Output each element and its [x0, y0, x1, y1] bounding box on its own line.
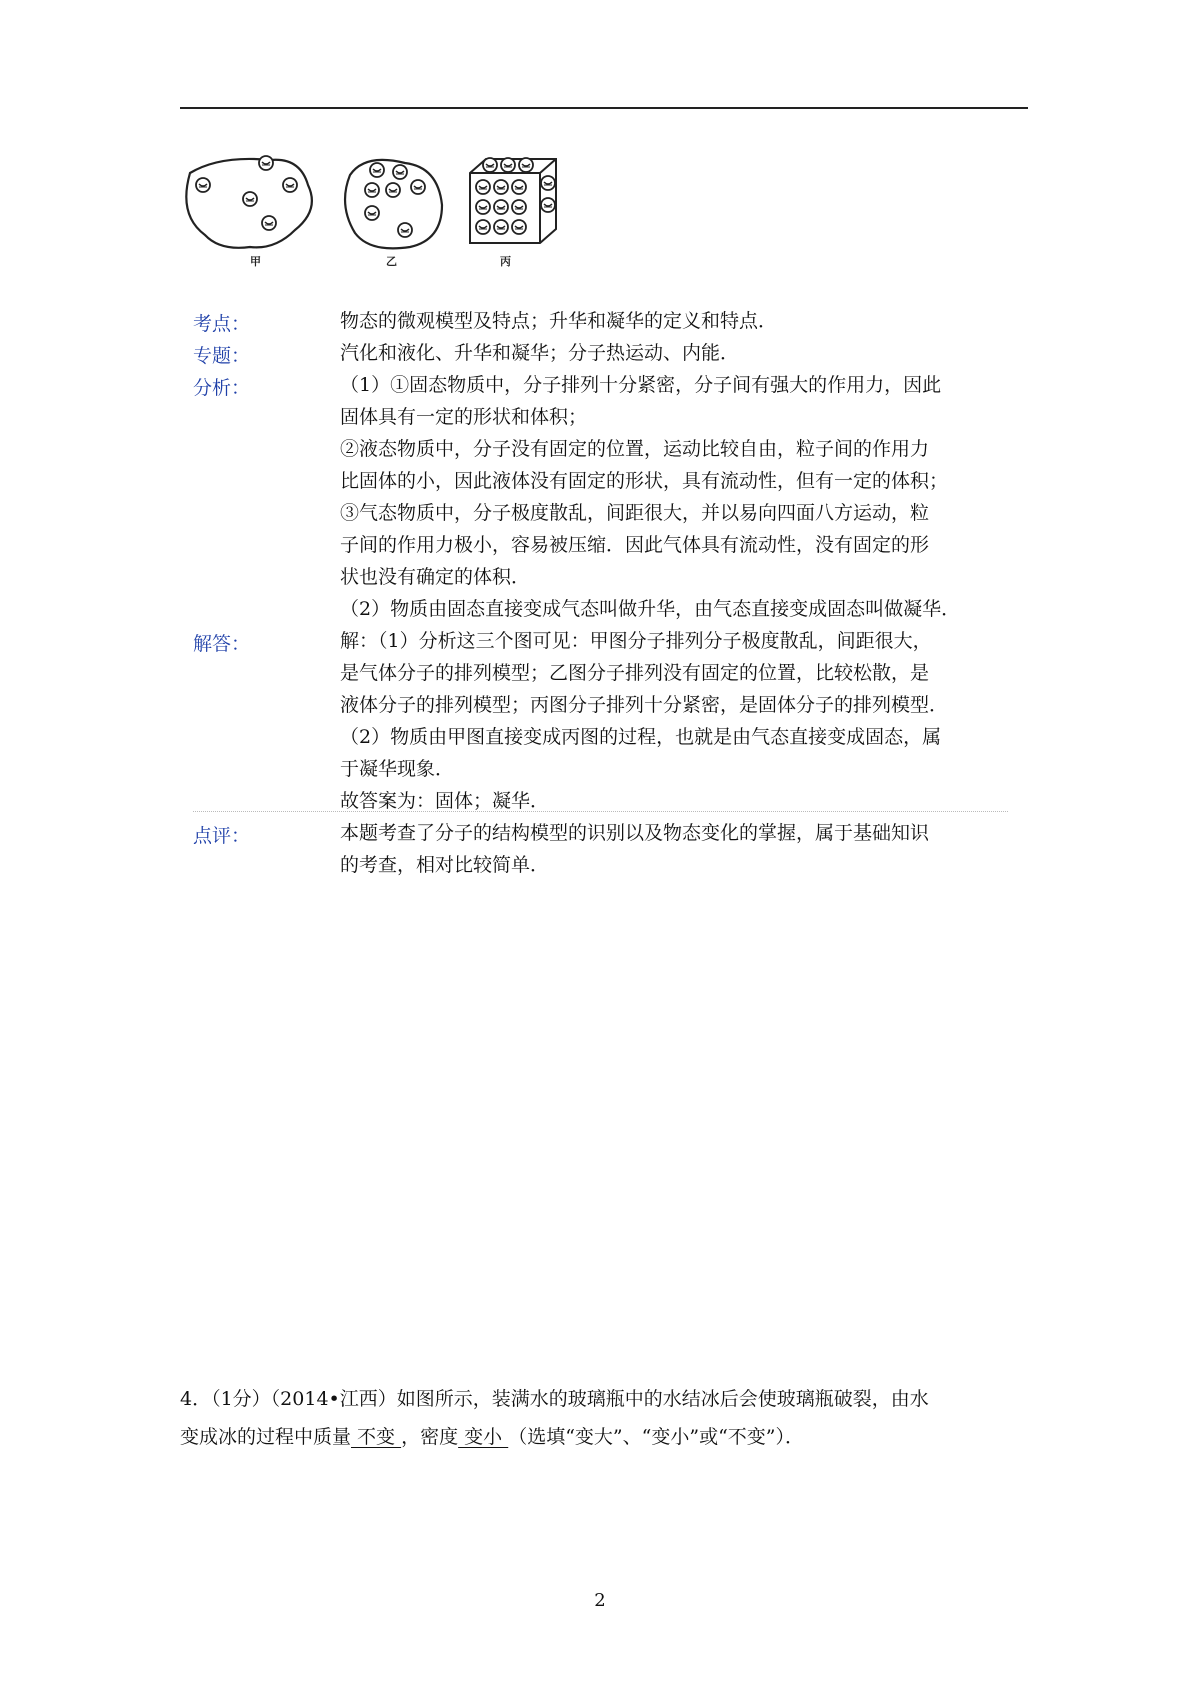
dianping-line: 的考查，相对比较简单． — [340, 854, 550, 876]
question-4-line-1: 4．（1分）（2014•江西）如图所示，装满水的玻璃瓶中的水结冰后会使玻璃瓶破裂，由水 — [180, 1388, 929, 1410]
fenxi-line: 状也没有确定的体积． — [340, 566, 531, 588]
figure-label-yi: 乙 — [386, 255, 397, 268]
kaodian-label: 考点： — [193, 313, 251, 335]
jieda-line: （2）物质由甲图直接变成丙图的过程，也就是由气态直接变成固态，属 — [340, 726, 942, 748]
header-rule — [180, 107, 1028, 109]
section-divider — [193, 811, 1008, 812]
fenxi-line: （2）物质由固态直接变成气态叫做升华，由气态直接变成固态叫做凝华． — [340, 598, 961, 620]
fenxi-line: 子间的作用力极小，容易被压缩．因此气体具有流动性，没有固定的形 — [340, 534, 930, 556]
jieda-text — [340, 625, 1008, 817]
zhuanti-line: 汽化和液化、升华和凝华；分子热运动、内能． — [340, 342, 740, 364]
fenxi-line: 固体具有一定的形状和体积； — [340, 406, 588, 428]
jieda-line: 解：（1）分析这三个图可见：甲图分子排列分子极度散乱，间距很大， — [340, 630, 932, 652]
kaodian-line: 物态的微观模型及特点；升华和凝华的定义和特点． — [340, 310, 778, 332]
fenxi-line: （1）①固态物质中，分子排列十分紧密，分子间有强大的作用力，因此 — [340, 374, 942, 396]
fenxi-line: 比固体的小，因此液体没有固定的形状，具有流动性，但有一定的体积； — [340, 470, 949, 492]
jieda-line: 是气体分子的排列模型；乙图分子排列没有固定的位置，比较松散，是 — [340, 662, 930, 684]
zhuanti-text — [340, 337, 1008, 369]
dianping-line: 本题考查了分子的结构模型的识别以及物态变化的掌握，属于基础知识 — [340, 822, 930, 844]
question-4-line-2 — [180, 1418, 1030, 1456]
figure-label-jia: 甲 — [250, 255, 261, 268]
fenxi-line: ③气态物质中，分子极度散乱，间距很大，并以易向四面八方运动，粒 — [340, 502, 930, 524]
q4-mid: ，密度 — [401, 1426, 459, 1448]
dianping-text — [340, 817, 1008, 881]
q4-answer-blank-density: 变小 — [458, 1426, 509, 1448]
kaodian-text — [340, 305, 1008, 337]
dianping-label: 点评： — [193, 825, 251, 847]
molecular-models-figure — [180, 155, 600, 275]
figure-label-bing: 丙 — [500, 255, 511, 268]
jieda-line: 故答案为：固体；凝华． — [340, 790, 550, 812]
q4-suffix: （选填“变大”、“变小”或“不变”）． — [508, 1426, 804, 1448]
gas-model — [186, 156, 312, 248]
q4-answer-blank-mass: 不变 — [351, 1426, 402, 1448]
solid-model — [470, 158, 556, 243]
jieda-line: 于凝华现象． — [340, 758, 455, 780]
fenxi-line: ②液态物质中，分子没有固定的位置，运动比较自由，粒子间的作用力 — [340, 438, 930, 460]
question-4 — [180, 1380, 1030, 1456]
zhuanti-label: 专题： — [193, 345, 251, 367]
page-number: 2 — [594, 1590, 606, 1611]
jieda-line: 液体分子的排列模型；丙图分子排列十分紧密，是固体分子的排列模型． — [340, 694, 949, 716]
q4-prefix: 变成冰的过程中质量 — [180, 1426, 352, 1448]
fenxi-text — [340, 369, 1008, 625]
liquid-model — [345, 160, 442, 249]
fenxi-label: 分析： — [193, 377, 251, 399]
jieda-label: 解答： — [193, 633, 251, 655]
